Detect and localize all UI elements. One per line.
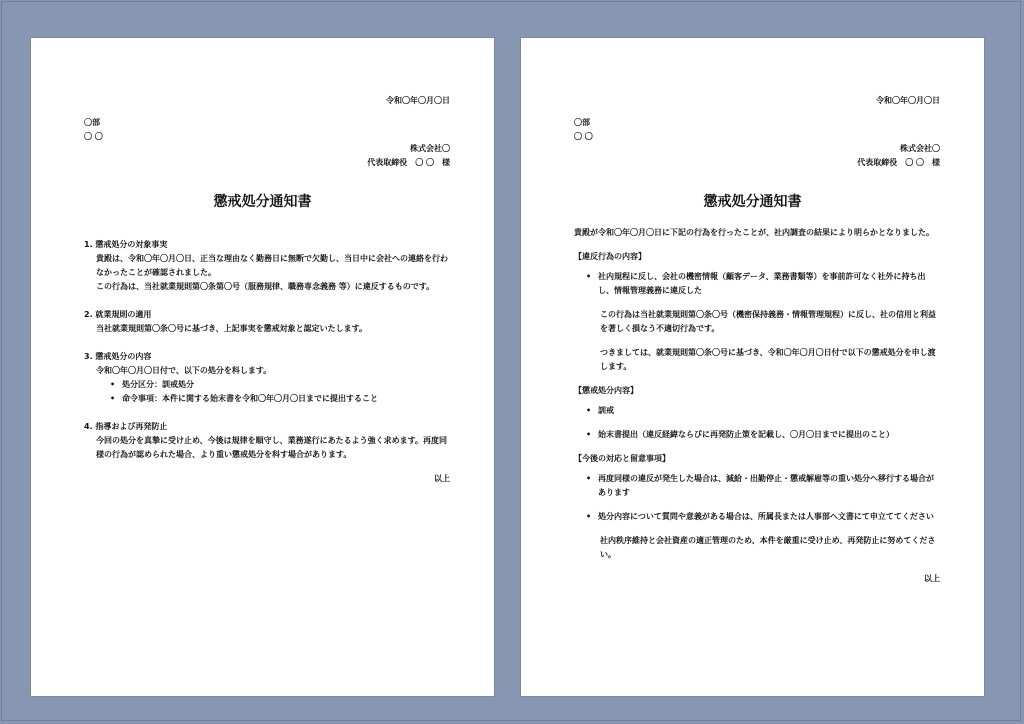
document-title: 懲戒処分通知書 — [703, 194, 802, 210]
closing-mark: 以上 — [434, 474, 450, 483]
recipient-name: 〇 〇 — [574, 132, 593, 141]
list-item: • 社内規程に反し、会社の機密情報（顧客データ、業務書類等）を事前許可なく社外に持ち出し、情報管理義務に違反した — [586, 270, 940, 298]
sender-block — [857, 142, 940, 170]
section-heading: 【懲戒処分内容】 — [574, 386, 638, 395]
recipient-department: 〇部 — [84, 118, 100, 127]
representative: 代表取締役 〇 〇 様 — [367, 158, 450, 167]
list-item: • 命令事項：本件に関する始末書を令和〇年〇月〇日までに提出すること — [110, 392, 450, 406]
section-paragraph: 社内秩序維持と会社資産の適正管理のため、本件を厳重に受け止め、再発防止に努めてください。 — [600, 536, 936, 559]
list-item: • 始末書提出（違反経緯ならびに再発防止策を記載し、〇月〇日までに提出のこと） — [586, 428, 940, 442]
document-title: 懲戒処分通知書 — [213, 194, 312, 210]
recipient-block — [84, 116, 103, 144]
section-heading: 2. 就業規則の適用 — [84, 310, 152, 319]
document-page-left — [31, 38, 494, 696]
section-paragraph: この行為は、当社就業規則第〇条第〇号（服務規律、職務専念義務 等）に違反するものです。 — [96, 282, 435, 291]
list-item: • 再度同様の違反が発生した場合は、減給・出勤停止・懲戒解雇等の重い処分へ移行する場合があります — [586, 472, 940, 500]
document-page-right — [521, 38, 984, 696]
section-paragraph: 令和〇年〇月〇日付で、以下の処分を科します。 — [96, 366, 272, 375]
section-heading: 1. 懲戒処分の対象事実 — [84, 240, 168, 249]
section-heading: 【違反行為の内容】 — [574, 252, 646, 261]
representative: 代表取締役 〇 〇 様 — [857, 158, 940, 167]
recipient-department: 〇部 — [574, 118, 590, 127]
closing-mark: 以上 — [924, 574, 940, 583]
section-paragraph: 貴殿は、令和〇年〇月〇日、正当な理由なく勤務日に無断で欠勤し、当日中に会社への連絡を行わなかったことが確認されました。 — [96, 254, 448, 277]
list-item: • 訓戒 — [586, 404, 940, 418]
list-item: • 処分区分：訓戒処分 — [110, 378, 450, 392]
intro-paragraph: 貴殿が令和〇年〇月〇日に下記の行為を行ったことが、社内調査の結果により明らかとなりました。 — [574, 228, 934, 237]
section-paragraph: 当社就業規則第〇条〇号に基づき、上記事実を懲戒対象と認定いたします。 — [96, 324, 368, 333]
recipient-block — [574, 116, 593, 144]
sender-block — [367, 142, 450, 170]
issue-date: 令和〇年〇月〇日 — [876, 96, 940, 105]
section-heading: 【今後の対応と留意事項】 — [574, 454, 670, 463]
section-paragraph: つきましては、就業規則第〇条〇号に基づき、令和〇年〇月〇日付で以下の懲戒処分を申し渡します。 — [600, 348, 936, 371]
company-name: 株式会社〇 — [900, 144, 940, 153]
document-body — [84, 238, 450, 486]
document-body — [574, 226, 940, 586]
recipient-name: 〇 〇 — [84, 132, 103, 141]
issue-date: 令和〇年〇月〇日 — [386, 96, 450, 105]
section-paragraph: この行為は当社就業規則第〇条〇号（機密保持義務・情報管理規程）に反し、社の信用と利益を著しく損なう不適切行為です。 — [600, 310, 936, 333]
list-item: • 処分内容について質問や意義がある場合は、所属長または人事部へ文書にて申立ててください — [586, 510, 940, 524]
section-paragraph: 今回の処分を真摯に受け止め、今後は規律を順守し、業務遂行にあたるよう強く求めます。再度同様の行為が認められた場合、より重い懲戒処分を科す場合があります。 — [96, 436, 448, 459]
section-heading: 4. 指導および再発防止 — [84, 422, 168, 431]
company-name: 株式会社〇 — [410, 144, 450, 153]
section-heading: 3. 懲戒処分の内容 — [84, 352, 152, 361]
